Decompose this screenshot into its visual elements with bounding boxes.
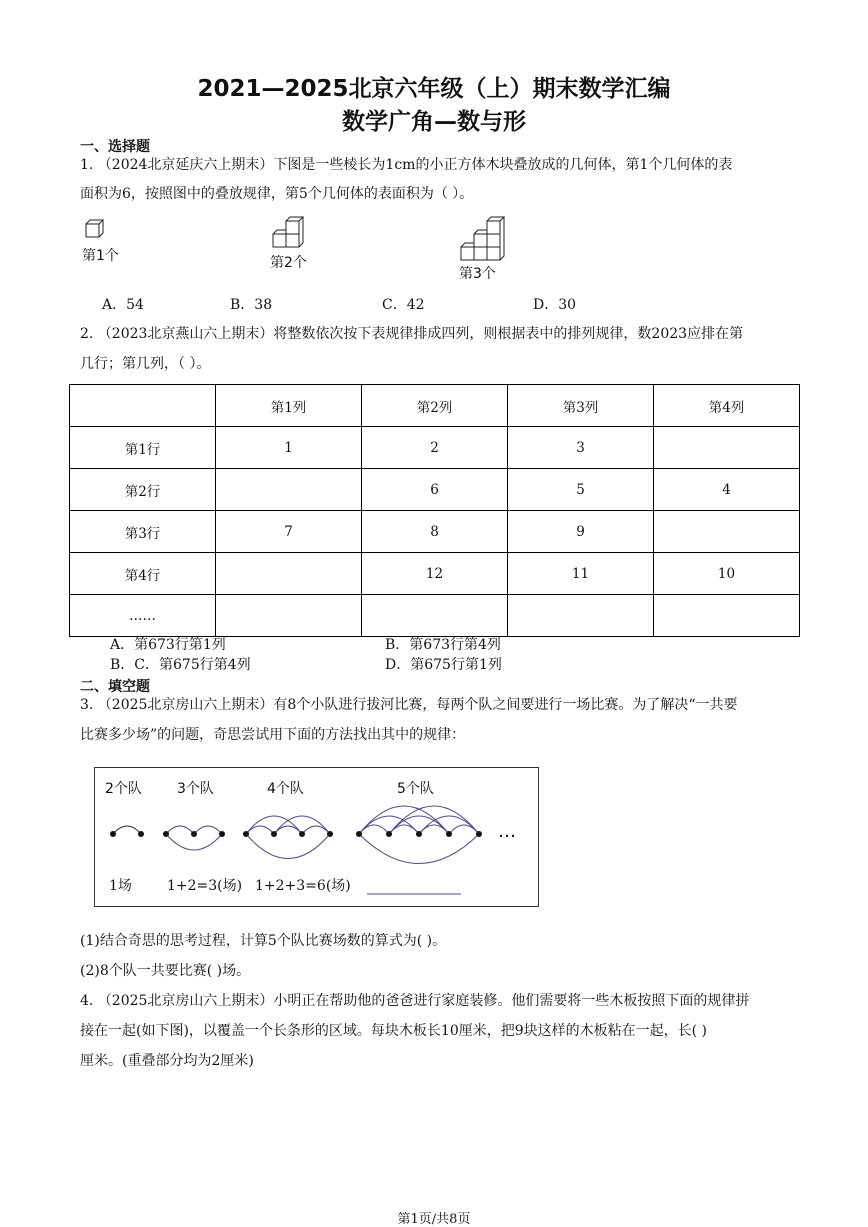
table-cell (362, 595, 508, 637)
table-cell: 7 (216, 511, 362, 553)
cube-figure-3 (461, 217, 504, 260)
q1-option-c[interactable]: C．42 (382, 297, 425, 313)
document-subtitle: 数学广角—数与形 (342, 109, 526, 135)
cube-label-2: 第2个 (270, 255, 307, 271)
q2-text-line1: 2. （2023北京燕山六上期末）将整数依次按下表规律排成四列，则根据表中的排列规律，数2023应排在第 (80, 326, 744, 342)
q2-text-line2: 几行；第几列，（ ）。 (80, 356, 211, 372)
table-row (70, 595, 800, 637)
q3-sub1: (1)结合奇思的思考过程，计算5个队比赛场数的算式为( )。 (80, 933, 447, 949)
cube-figure-1 (86, 220, 103, 237)
q2-option-a[interactable]: A．第673行第1列 (110, 637, 226, 653)
table-cell: 第4行 (70, 553, 216, 595)
table-row (70, 385, 800, 427)
table-row (70, 469, 800, 511)
section-heading-fill: 二、填空题 (80, 679, 150, 695)
table-cell (70, 385, 216, 427)
result-4-teams: 1+2+3=6(场) (255, 878, 351, 894)
table-cell: 8 (362, 511, 508, 553)
table-cell: 第4列 (654, 385, 800, 427)
cube-label-3: 第3个 (459, 266, 496, 282)
q1-option-a[interactable]: A．54 (102, 297, 144, 313)
q3-text-line2: 比赛多少场”的问题，奇思尝试用下面的方法找出其中的规律： (80, 727, 466, 743)
ellipsis: … (498, 821, 516, 842)
q4-text-line2: 接在一起(如下图)，以覆盖一个长条形的区域。每块木板长10厘米，把9块这样的木板粘在一起，长( ) (80, 1023, 708, 1039)
table-cell: 第3行 (70, 511, 216, 553)
table-row (70, 427, 800, 469)
table-row (70, 511, 800, 553)
table-cell (216, 553, 362, 595)
table-cell: …… (70, 595, 216, 637)
q4-text-line1: 4. （2025北京房山六上期末）小明正在帮助他的爸爸进行家庭装修。他们需要将一些木板按照下面的规律拼 (80, 993, 750, 1009)
document-title: 2021—2025北京六年级（上）期末数学汇编 (197, 76, 671, 102)
team-label-5: 5个队 (397, 781, 434, 797)
table-cell: 第1行 (70, 427, 216, 469)
table-row (70, 553, 800, 595)
table-cell: 第1列 (216, 385, 362, 427)
table-cell: 9 (508, 511, 654, 553)
q2-option-c[interactable]: B．C．第675行第4列 (110, 657, 251, 673)
cube-label-1: 第1个 (82, 248, 119, 264)
q3-sub2: (2)8个队一共要比赛( )场。 (80, 963, 251, 979)
table-cell: 3 (508, 427, 654, 469)
team-label-2: 2个队 (105, 781, 142, 797)
table-cell: 11 (508, 553, 654, 595)
table-cell (654, 595, 800, 637)
q2-option-d[interactable]: D．第675行第1列 (385, 657, 502, 673)
table-cell: 5 (508, 469, 654, 511)
table-cell: 4 (654, 469, 800, 511)
q3-text-line1: 3. （2025北京房山六上期末）有8个小队进行拔河比赛，每两个队之间要进行一场比赛。为了解决“一共要 (80, 697, 738, 713)
table-cell: 第2行 (70, 469, 216, 511)
table-cell: 第2列 (362, 385, 508, 427)
cube-figure-2 (273, 217, 303, 247)
table-cell: 12 (362, 553, 508, 595)
table-cell: 2 (362, 427, 508, 469)
result-3-teams: 1+2=3(场) (167, 878, 243, 894)
q1-option-b[interactable]: B．38 (230, 297, 273, 313)
q1-text-line1: 1. （2024北京延庆六上期末）下图是一些棱长为1cm的小正方体木块叠放成的几何体，第1个几何体的表 (80, 157, 733, 173)
q3-matches-figure (94, 767, 539, 907)
table-cell: 10 (654, 553, 800, 595)
team-label-4: 4个队 (267, 781, 304, 797)
q1-text-line2: 面积为6，按照图中的叠放规律，第5个几何体的表面积为（ ）。 (80, 186, 474, 202)
q4-text-line3: 厘米。(重叠部分均为2厘米) (80, 1053, 254, 1069)
page-number: 第1页/共8页 (397, 1212, 471, 1227)
table-cell (654, 511, 800, 553)
result-2-teams: 1场 (109, 878, 132, 894)
section-heading-choice: 一、选择题 (80, 139, 150, 155)
q2-option-b[interactable]: B．第673行第4列 (385, 637, 501, 653)
team-label-3: 3个队 (177, 781, 214, 797)
table-cell (216, 595, 362, 637)
table-cell: 1 (216, 427, 362, 469)
table-cell (216, 469, 362, 511)
q1-option-d[interactable]: D．30 (533, 297, 577, 313)
q2-number-table (69, 384, 800, 637)
table-cell: 6 (362, 469, 508, 511)
table-cell: 第3列 (508, 385, 654, 427)
table-cell (508, 595, 654, 637)
table-cell (654, 427, 800, 469)
